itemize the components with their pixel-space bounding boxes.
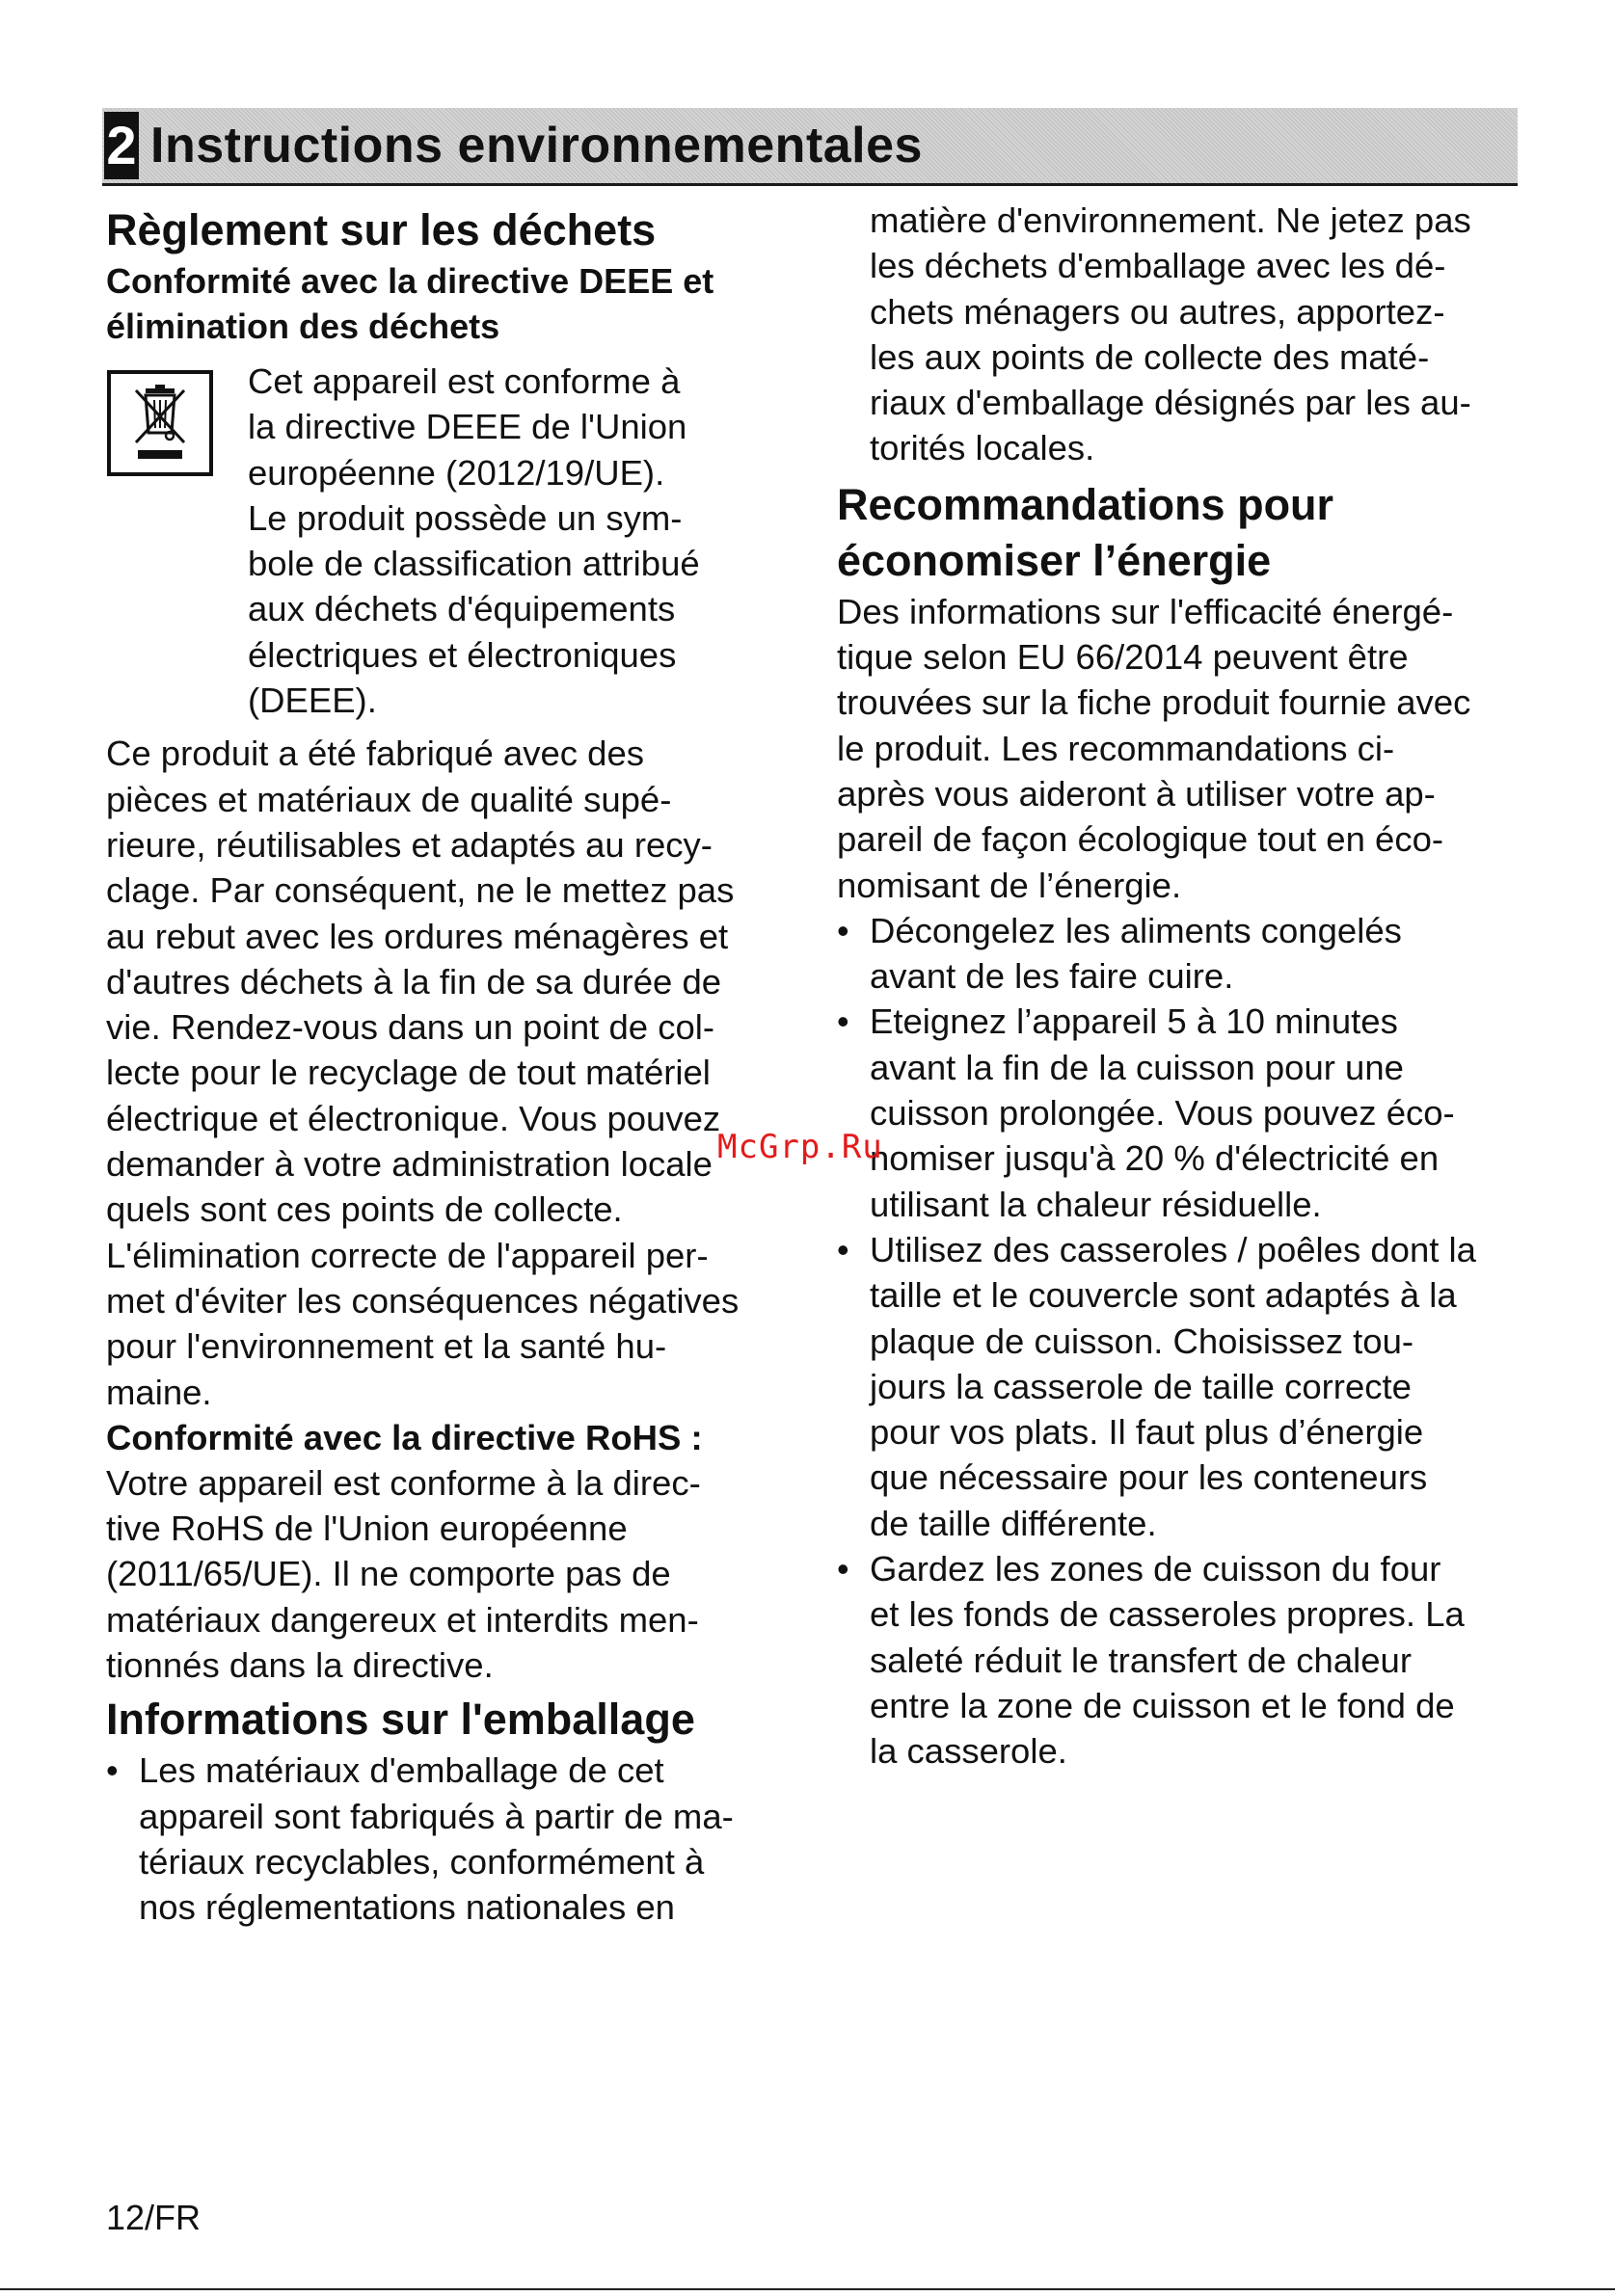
text-line: • Eteignez l’appareil 5 à 10 minutes xyxy=(870,1001,1398,1042)
text-line: tériaux recyclables, conformément à xyxy=(139,1841,705,1882)
text-line: (DEEE). xyxy=(248,681,377,721)
crossed-out-wheeled-bin-icon xyxy=(107,370,213,476)
text-line: pareil de façon écologique tout en éco- xyxy=(837,819,1444,860)
text-line: riaux d'emballage désignés par les au- xyxy=(870,383,1471,423)
text-line: tionnés dans la directive. xyxy=(106,1645,494,1686)
text-line: Cet appareil est conforme à xyxy=(248,361,681,401)
text-line: entre la zone de cuisson et le fond de xyxy=(870,1685,1455,1725)
text-line: appareil sont fabriqués à partir de ma- xyxy=(139,1796,734,1836)
text-line: nomiser jusqu'à 20 % d'électricité en xyxy=(870,1138,1440,1179)
waste-heading: Règlement sur les déchets xyxy=(106,205,657,254)
text-line: européenne (2012/19/UE). xyxy=(248,452,665,493)
text-line: avant la fin de la cuisson pour une xyxy=(870,1047,1404,1087)
text-line: pour l'environnement et la santé hu- xyxy=(106,1326,667,1367)
rohs-heading: Conformité avec la directive RoHS : xyxy=(106,1417,703,1457)
text-line: torités locales. xyxy=(870,428,1095,468)
energy-tips-list xyxy=(837,908,1523,1775)
text-line: Ce produit a été fabriqué avec des xyxy=(106,734,644,774)
energy-intro xyxy=(837,589,1523,908)
right-column xyxy=(837,198,1523,1775)
text-line: d'autres déchets à la fin de sa durée de xyxy=(106,961,722,1001)
text-line: Votre appareil est conforme à la direc- xyxy=(106,1462,701,1503)
text-line: Le produit possède un sym- xyxy=(248,497,683,538)
text-line: pour vos plats. Il faut plus d’énergie xyxy=(870,1412,1424,1453)
text-line: tique selon EU 66/2014 peuvent être xyxy=(837,637,1409,678)
heading-line: Recommandations pour xyxy=(837,479,1334,529)
watermark: McGrp.Ru xyxy=(717,1128,883,1166)
text-line: nomisant de l’énergie. xyxy=(837,865,1182,905)
text-line: au rebut avec les ordures ménagères et xyxy=(106,916,729,956)
weee-text xyxy=(248,359,800,723)
packaging-heading: Informations sur l'emballage xyxy=(106,1695,695,1745)
weee-heading: Conformité avec la directive DEEE et élimination des déchets xyxy=(106,261,714,346)
product-paragraph xyxy=(106,731,800,1414)
text-line: utilisant la chaleur résiduelle. xyxy=(870,1184,1322,1224)
text-line: cuisson prolongée. Vous pouvez éco- xyxy=(870,1093,1455,1134)
text-line: et les fonds de casseroles propres. La xyxy=(870,1594,1465,1635)
packaging-continued xyxy=(837,198,1523,471)
text-line: trouvées sur la fiche produit fournie avec xyxy=(837,682,1471,723)
list-item xyxy=(837,999,1523,1226)
list-item xyxy=(837,1546,1523,1774)
text-line: que nécessaire pour les conteneurs xyxy=(870,1457,1428,1498)
text-line: pièces et matériaux de qualité supé- xyxy=(106,779,672,819)
text-line: nos réglementations nationales en xyxy=(139,1887,675,1928)
text-line: saleté réduit le transfert de chaleur xyxy=(870,1640,1413,1680)
text-line: • Les matériaux d'emballage de cet xyxy=(139,1750,664,1791)
text-line: L'élimination correcte de l'appareil per- xyxy=(106,1235,709,1275)
text-line: les aux points de collecte des maté- xyxy=(870,336,1430,377)
text-line: rieure, réutilisables et adaptés au recy- xyxy=(106,824,713,865)
text-line: lecte pour le recyclage de tout matériel xyxy=(106,1053,711,1093)
text-line: après vous aideront à utiliser votre ap- xyxy=(837,773,1436,814)
text-line: Des informations sur l'efficacité énergé- xyxy=(837,591,1454,631)
text-line: électrique et électronique. Vous pouvez xyxy=(106,1098,721,1138)
text-line: matériaux dangereux et interdits men- xyxy=(106,1599,699,1640)
text-line: • Décongelez les aliments congelés xyxy=(870,910,1402,950)
list-item xyxy=(837,1227,1523,1546)
energy-heading xyxy=(837,477,1523,589)
text-line: met d'éviter les conséquences négatives xyxy=(106,1280,740,1321)
rohs-paragraph xyxy=(106,1460,800,1688)
text-line: • Utilisez des casseroles / poêles dont la xyxy=(870,1229,1476,1269)
page-number: 12/FR xyxy=(106,2198,202,2237)
text-line: électriques et électroniques xyxy=(248,634,677,675)
text-line: chets ménagers ou autres, apportez- xyxy=(870,291,1445,332)
text-line: les déchets d'emballage avec les dé- xyxy=(870,246,1446,286)
left-column xyxy=(106,202,800,1931)
text-line: jours la casserole de taille correcte xyxy=(870,1366,1412,1406)
heading-line: économiser l’énergie xyxy=(837,535,1272,585)
text-line: (2011/65/UE). Il ne comporte pas de xyxy=(106,1554,671,1594)
packaging-list xyxy=(106,1748,800,1930)
text-line: taille et le couvercle sont adaptés à la xyxy=(870,1275,1457,1316)
text-line: aux déchets d'équipements xyxy=(248,589,676,629)
list-item xyxy=(837,908,1523,1000)
weee-block xyxy=(106,359,800,723)
text-line: maine. xyxy=(106,1372,212,1412)
text-line: plaque de cuisson. Choisissez tou- xyxy=(870,1321,1414,1361)
chapter-number: 2 xyxy=(104,112,139,179)
text-line: quels sont ces points de collecte. xyxy=(106,1189,623,1230)
text-line: tive RoHS de l'Union européenne xyxy=(106,1508,628,1549)
text-line: matière d'environnement. Ne jetez pas xyxy=(870,200,1471,240)
chapter-title: Instructions environnementales xyxy=(150,118,923,174)
text-line: le produit. Les recommandations ci- xyxy=(837,728,1395,768)
list-item xyxy=(106,1748,800,1930)
text-line: bole de classification attribué xyxy=(248,544,700,584)
text-line: • Gardez les zones de cuisson du four xyxy=(870,1549,1441,1589)
chapter-header xyxy=(102,108,1518,186)
text-line: avant de les faire cuire. xyxy=(870,956,1234,997)
text-line: demander à votre administration locale xyxy=(106,1144,713,1185)
text-line: vie. Rendez-vous dans un point de col- xyxy=(106,1007,715,1048)
bottom-divider xyxy=(0,2288,1615,2290)
text-line: la casserole. xyxy=(870,1731,1067,1772)
text-line: clage. Par conséquent, ne le mettez pas xyxy=(106,870,735,911)
text-line: la directive DEEE de l'Union xyxy=(248,407,687,447)
text-line: de taille différente. xyxy=(870,1503,1157,1543)
